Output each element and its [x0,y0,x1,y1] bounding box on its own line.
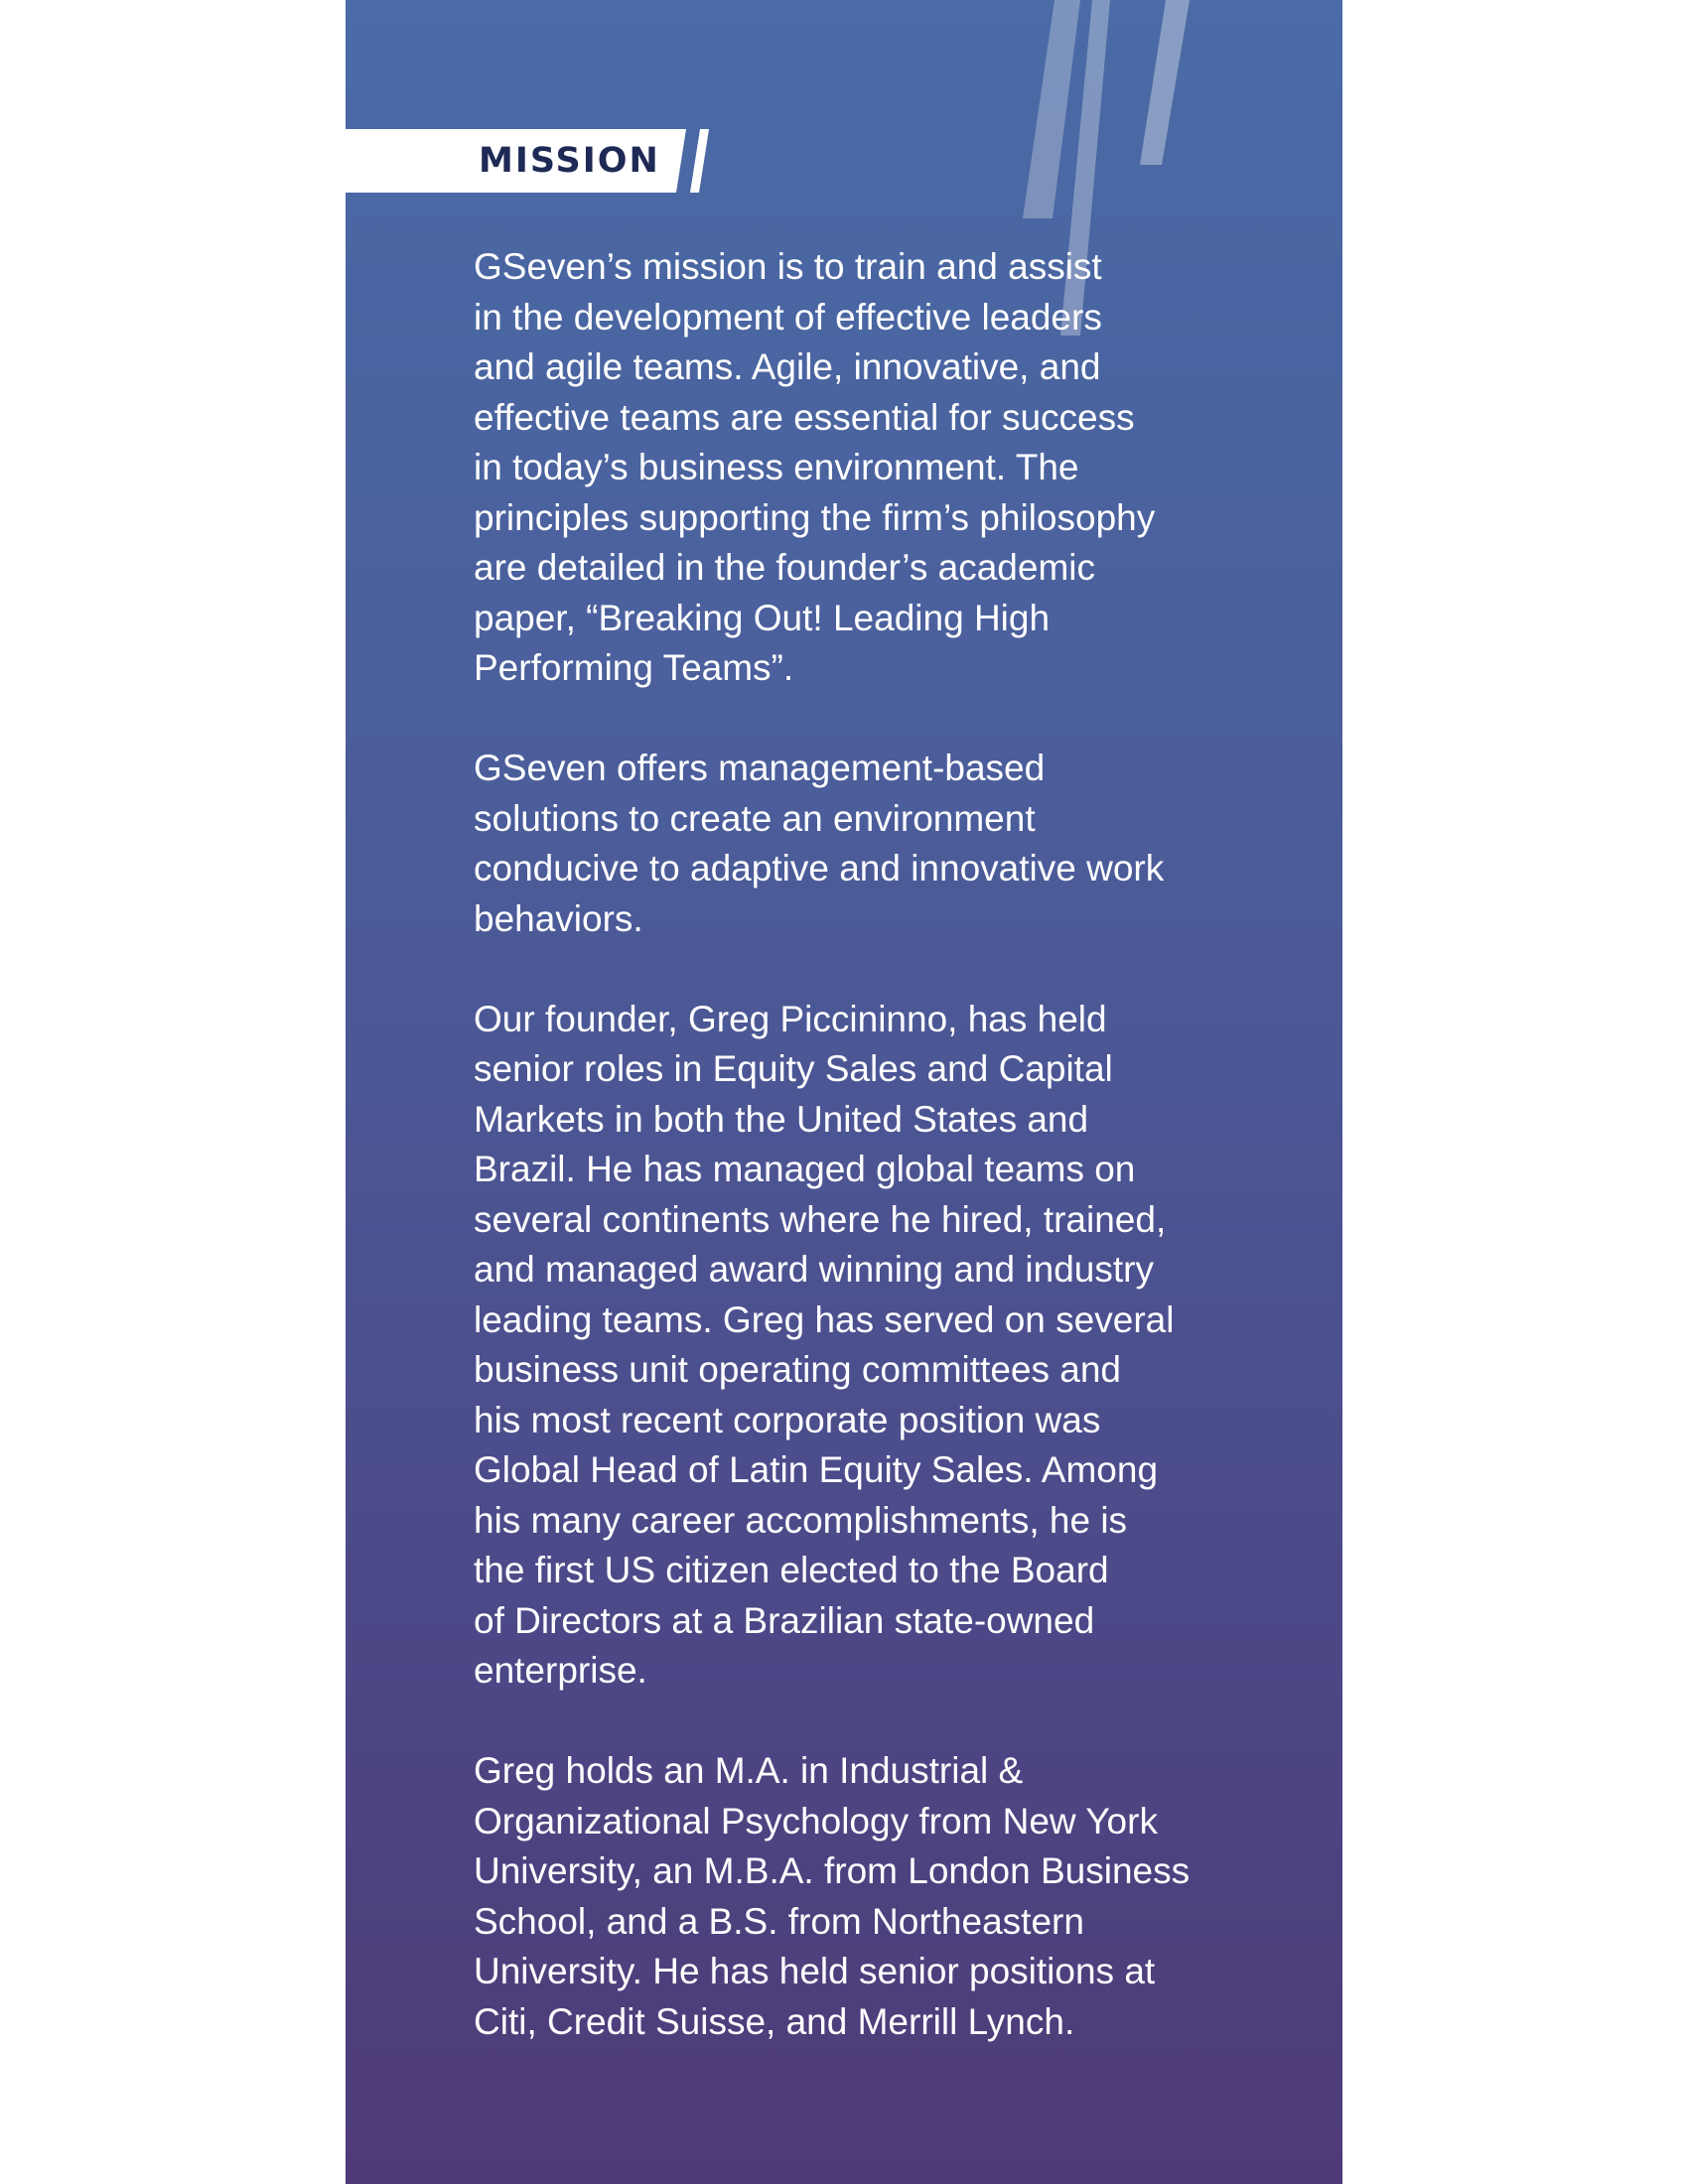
paragraph-education: Greg holds an M.A. in Industrial & Organizational Psychology from New York University, an M.B.A. from London Business School, and a B.S. from Northeastern University. He has held senior positions at Citi, Credit Suisse, and Merrill Lynch. [474,1750,1191,2042]
section-heading: MISSION [479,141,660,181]
paragraph-mission: GSeven’s mission is to train and assist in the development of effective leaders and agile teams. Agile, innovative, and effective teams are essential for success in today’s business environment. The principles supporting the firm’s philosophy are detailed in the founder’s academic paper, “Breaking Out! Leading High Performing Teams”. [474,246,1156,688]
paragraph-founder: Our founder, Greg Piccininno, has held senior roles in Equity Sales and Capital Markets in both the United States and Brazil. He has managed global teams on several continents where he hired, trained, and managed award winning and industry leading teams. Greg has served on several business unit operating committees and his most recent corporate position was Global Head of Latin Equity Sales. Among his many career accomplishments, he is the first US citizen elected to the Board of Directors at a Brazilian state-owned enterprise. [474,998,1175,1691]
mission-heading-tab [346,129,733,193]
body-text [474,242,1288,2098]
paragraph-offerings: GSeven offers management-based solutions to create an environment conducive to adaptive and innovative work behaviors. [474,748,1165,939]
